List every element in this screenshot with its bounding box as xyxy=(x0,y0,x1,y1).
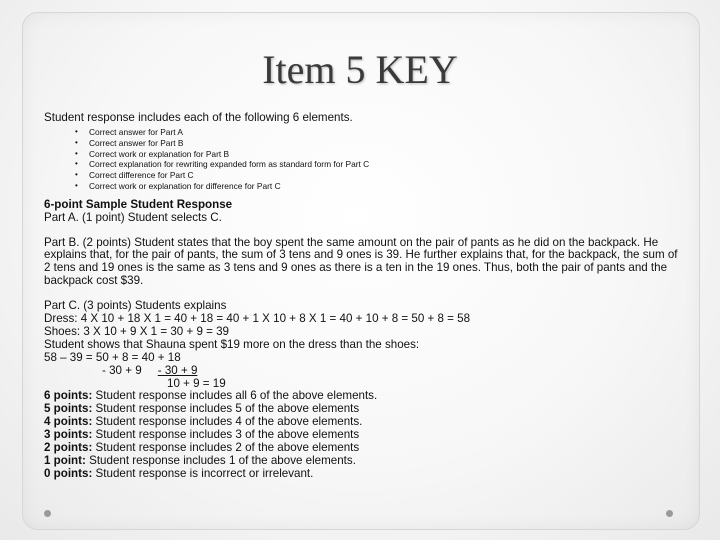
sample-heading: 6-point Sample Student Response xyxy=(44,197,233,211)
element-item: • Correct explanation for rewriting expanded form as standard form for Part C xyxy=(75,159,684,170)
subtraction-line-2b: - 30 + 9 xyxy=(157,363,198,377)
scoring-points: 4 points: xyxy=(44,415,93,429)
slide-content xyxy=(44,112,684,481)
shoes-calc: Shoes: 3 X 10 + 9 X 1 = 30 + 9 = 39 xyxy=(44,324,229,338)
element-item: • Correct work or explanation for difference for Part C xyxy=(75,181,684,192)
scoring-points: 1 point: xyxy=(44,454,86,467)
scoring-points: 6 points: xyxy=(44,389,93,403)
scoring-points: 3 points: xyxy=(44,428,93,442)
subtraction-line-2 xyxy=(44,365,684,378)
scoring-list xyxy=(44,390,684,480)
decorative-dot-right xyxy=(666,510,673,517)
decorative-dot-left xyxy=(44,510,51,517)
element-list xyxy=(44,127,684,192)
subtraction-line-2a: - 30 + 9 xyxy=(102,363,142,377)
subtraction-line-1: 58 – 39 = 50 + 8 = 40 + 18 xyxy=(44,350,181,364)
scoring-text: Student response includes all 6 of the above elements. xyxy=(95,389,378,403)
element-item: • Correct work or explanation for Part B xyxy=(75,149,684,160)
scoring-text: Student response is incorrect or irrelevant. xyxy=(95,466,314,480)
intro-text: Student response includes each of the following 6 elements. xyxy=(44,111,353,124)
element-item: • Correct answer for Part B xyxy=(75,138,684,149)
scoring-row xyxy=(44,468,684,481)
scoring-points: 2 points: xyxy=(44,441,93,455)
slide-title: Item 5 KEY xyxy=(262,47,458,92)
subtraction-result: 10 + 9 = 19 xyxy=(167,376,226,390)
scoring-text: Student response includes 2 of the above elements xyxy=(95,441,360,455)
scoring-text: Student response includes 5 of the above elements xyxy=(95,402,360,416)
part-c-text: Part C. (3 points) Students explains xyxy=(44,299,227,313)
scoring-text: Student response includes 4 of the above elements. xyxy=(95,415,363,429)
part-b-text: Part B. (2 points) Student states that the boy spent the same amount on the pair of pants as he did on the backpack. He explains that, for the pair of pants, the sum of 3 tens and 9 ones is 39. He further explains that, for the backpack, the sum of 2 tens and 19 ones is the same as 3 tens and 9 ones as there is a ten in the 19 ones. Thus, both the pair of pants and the backpack cost $39. xyxy=(44,235,678,288)
scoring-text: Student response includes 3 of the above elements xyxy=(95,428,360,442)
scoring-text: Student response includes 1 of the above elements. xyxy=(89,454,356,467)
dress-calc: Dress: 4 X 10 + 18 X 1 = 40 + 18 = 40 + 1 X 10 + 8 X 1 = 40 + 10 + 8 = 50 + 8 = 58 xyxy=(44,312,471,326)
difference-statement: Student shows that Shauna spent $19 more on the dress than the shoes: xyxy=(44,337,420,351)
scoring-points: 0 points: xyxy=(44,466,93,480)
element-item: • Correct answer for Part A xyxy=(75,127,684,138)
scoring-points: 5 points: xyxy=(44,402,93,416)
part-a-text: Part A. (1 point) Student selects C. xyxy=(44,210,222,224)
element-item: • Correct difference for Part C xyxy=(75,170,684,181)
